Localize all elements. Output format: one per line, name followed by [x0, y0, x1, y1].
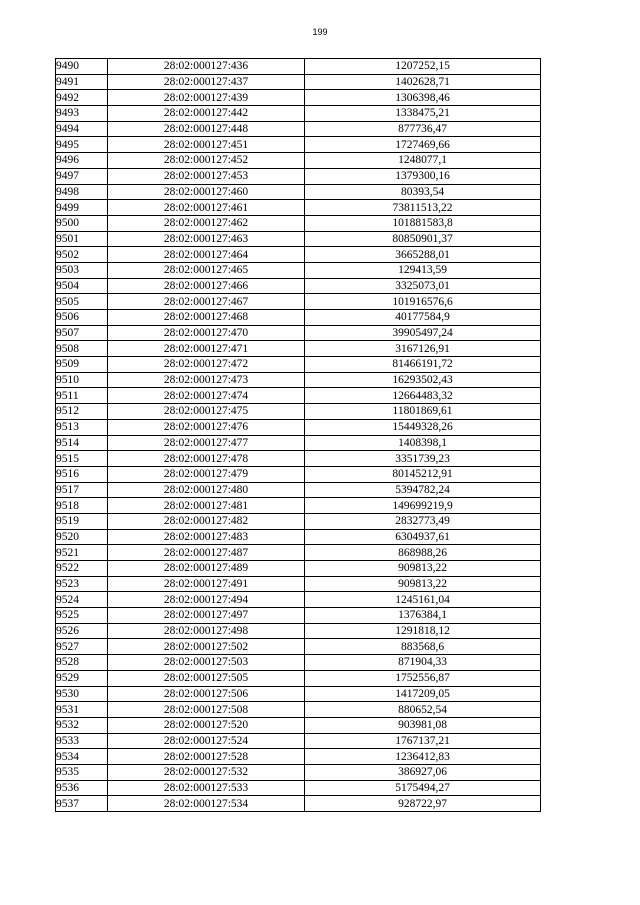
- cadastral-value-cell: 80145212,91: [305, 466, 541, 482]
- cadastral-value-cell: 15449328,26: [305, 419, 541, 435]
- table-row: [56, 749, 541, 765]
- cadastral-number-cell: 28:02:000127:498: [108, 623, 305, 639]
- row-number-cell: 9520: [56, 529, 108, 545]
- cadastral-number-cell: 28:02:000127:466: [108, 278, 305, 294]
- cadastral-value-cell: 909813,22: [305, 576, 541, 592]
- row-number-cell: 9502: [56, 247, 108, 263]
- cadastral-number-cell: 28:02:000127:442: [108, 106, 305, 122]
- cadastral-number-cell: 28:02:000127:477: [108, 435, 305, 451]
- row-number-cell: 9492: [56, 90, 108, 106]
- cadastral-value-table: [55, 58, 541, 812]
- table-row: [56, 733, 541, 749]
- row-number-cell: 9534: [56, 749, 108, 765]
- table-row: [56, 137, 541, 153]
- cadastral-number-cell: 28:02:000127:465: [108, 262, 305, 278]
- cadastral-value-cell: 903981,08: [305, 717, 541, 733]
- cadastral-value-cell: 1752556,87: [305, 670, 541, 686]
- cadastral-number-cell: 28:02:000127:453: [108, 168, 305, 184]
- cadastral-value-cell: 1767137,21: [305, 733, 541, 749]
- table-row: [56, 90, 541, 106]
- row-number-cell: 9533: [56, 733, 108, 749]
- row-number-cell: 9526: [56, 623, 108, 639]
- table-row: [56, 655, 541, 671]
- row-number-cell: 9508: [56, 341, 108, 357]
- row-number-cell: 9527: [56, 639, 108, 655]
- cadastral-number-cell: 28:02:000127:502: [108, 639, 305, 655]
- row-number-cell: 9514: [56, 435, 108, 451]
- cadastral-value-cell: 2832773,49: [305, 513, 541, 529]
- row-number-cell: 9493: [56, 106, 108, 122]
- cadastral-value-cell: 880652,54: [305, 702, 541, 718]
- cadastral-value-cell: 1291818,12: [305, 623, 541, 639]
- table-row: [56, 670, 541, 686]
- cadastral-value-cell: 1408398,1: [305, 435, 541, 451]
- row-number-cell: 9499: [56, 200, 108, 216]
- cadastral-number-cell: 28:02:000127:503: [108, 655, 305, 671]
- row-number-cell: 9497: [56, 168, 108, 184]
- cadastral-number-cell: 28:02:000127:481: [108, 498, 305, 514]
- cadastral-number-cell: 28:02:000127:487: [108, 545, 305, 561]
- cadastral-number-cell: 28:02:000127:451: [108, 137, 305, 153]
- cadastral-value-cell: 101916576,6: [305, 294, 541, 310]
- cadastral-number-cell: 28:02:000127:479: [108, 466, 305, 482]
- cadastral-value-cell: 73811513,22: [305, 200, 541, 216]
- cadastral-number-cell: 28:02:000127:482: [108, 513, 305, 529]
- row-number-cell: 9519: [56, 513, 108, 529]
- row-number-cell: 9510: [56, 372, 108, 388]
- cadastral-value-cell: 3325073,01: [305, 278, 541, 294]
- cadastral-number-cell: 28:02:000127:476: [108, 419, 305, 435]
- table-row: [56, 545, 541, 561]
- cadastral-number-cell: 28:02:000127:472: [108, 357, 305, 373]
- cadastral-value-cell: 1402628,71: [305, 74, 541, 90]
- table-row: [56, 482, 541, 498]
- row-number-cell: 9524: [56, 592, 108, 608]
- row-number-cell: 9494: [56, 121, 108, 137]
- row-number-cell: 9507: [56, 325, 108, 341]
- row-number-cell: 9511: [56, 388, 108, 404]
- cadastral-number-cell: 28:02:000127:462: [108, 215, 305, 231]
- table-row: [56, 404, 541, 420]
- table-row: [56, 576, 541, 592]
- cadastral-number-cell: 28:02:000127:461: [108, 200, 305, 216]
- cadastral-value-cell: 1245161,04: [305, 592, 541, 608]
- table-row: [56, 780, 541, 796]
- table-row: [56, 529, 541, 545]
- row-number-cell: 9498: [56, 184, 108, 200]
- row-number-cell: 9536: [56, 780, 108, 796]
- row-number-cell: 9518: [56, 498, 108, 514]
- table-row: [56, 592, 541, 608]
- cadastral-value-cell: 386927,06: [305, 764, 541, 780]
- row-number-cell: 9501: [56, 231, 108, 247]
- table-row: [56, 200, 541, 216]
- cadastral-value-cell: 16293502,43: [305, 372, 541, 388]
- table-row: [56, 278, 541, 294]
- cadastral-number-cell: 28:02:000127:506: [108, 686, 305, 702]
- table-row: [56, 153, 541, 169]
- cadastral-value-cell: 1338475,21: [305, 106, 541, 122]
- row-number-cell: 9528: [56, 655, 108, 671]
- table-row: [56, 796, 541, 812]
- cadastral-value-cell: 11801869,61: [305, 404, 541, 420]
- cadastral-number-cell: 28:02:000127:436: [108, 59, 305, 75]
- row-number-cell: 9495: [56, 137, 108, 153]
- cadastral-value-cell: 1248077,1: [305, 153, 541, 169]
- table-row: [56, 247, 541, 263]
- cadastral-value-cell: 3665288,01: [305, 247, 541, 263]
- table-row: [56, 513, 541, 529]
- cadastral-value-cell: 80850901,37: [305, 231, 541, 247]
- table-row: [56, 561, 541, 577]
- cadastral-number-cell: 28:02:000127:473: [108, 372, 305, 388]
- cadastral-value-cell: 877736,47: [305, 121, 541, 137]
- cadastral-value-cell: 12664483,32: [305, 388, 541, 404]
- cadastral-number-cell: 28:02:000127:480: [108, 482, 305, 498]
- cadastral-number-cell: 28:02:000127:534: [108, 796, 305, 812]
- row-number-cell: 9496: [56, 153, 108, 169]
- cadastral-value-cell: 909813,22: [305, 561, 541, 577]
- cadastral-value-cell: 1236412,83: [305, 749, 541, 765]
- cadastral-value-cell: 871904,33: [305, 655, 541, 671]
- row-number-cell: 9522: [56, 561, 108, 577]
- row-number-cell: 9506: [56, 310, 108, 326]
- row-number-cell: 9503: [56, 262, 108, 278]
- row-number-cell: 9537: [56, 796, 108, 812]
- cadastral-number-cell: 28:02:000127:437: [108, 74, 305, 90]
- cadastral-value-cell: 1379300,16: [305, 168, 541, 184]
- cadastral-number-cell: 28:02:000127:520: [108, 717, 305, 733]
- table-row: [56, 294, 541, 310]
- row-number-cell: 9500: [56, 215, 108, 231]
- cadastral-value-cell: 928722,97: [305, 796, 541, 812]
- row-number-cell: 9509: [56, 357, 108, 373]
- cadastral-number-cell: 28:02:000127:474: [108, 388, 305, 404]
- table-row: [56, 215, 541, 231]
- row-number-cell: 9505: [56, 294, 108, 310]
- cadastral-number-cell: 28:02:000127:483: [108, 529, 305, 545]
- row-number-cell: 9531: [56, 702, 108, 718]
- row-number-cell: 9530: [56, 686, 108, 702]
- cadastral-value-cell: 39905497,24: [305, 325, 541, 341]
- table-row: [56, 623, 541, 639]
- cadastral-value-cell: 80393,54: [305, 184, 541, 200]
- table-row: [56, 702, 541, 718]
- cadastral-number-cell: 28:02:000127:452: [108, 153, 305, 169]
- table-row: [56, 435, 541, 451]
- row-number-cell: 9515: [56, 451, 108, 467]
- table-row: [56, 608, 541, 624]
- row-number-cell: 9516: [56, 466, 108, 482]
- cadastral-value-cell: 5175494,27: [305, 780, 541, 796]
- table-row: [56, 341, 541, 357]
- row-number-cell: 9529: [56, 670, 108, 686]
- table-row: [56, 372, 541, 388]
- table-body: [56, 59, 541, 812]
- cadastral-number-cell: 28:02:000127:505: [108, 670, 305, 686]
- cadastral-number-cell: 28:02:000127:532: [108, 764, 305, 780]
- table-row: [56, 184, 541, 200]
- row-number-cell: 9513: [56, 419, 108, 435]
- cadastral-value-cell: 101881583,8: [305, 215, 541, 231]
- cadastral-number-cell: 28:02:000127:497: [108, 608, 305, 624]
- cadastral-number-cell: 28:02:000127:460: [108, 184, 305, 200]
- cadastral-value-cell: 868988,26: [305, 545, 541, 561]
- cadastral-number-cell: 28:02:000127:464: [108, 247, 305, 263]
- cadastral-value-cell: 129413,59: [305, 262, 541, 278]
- cadastral-value-cell: 1306398,46: [305, 90, 541, 106]
- page-number: 199: [312, 27, 328, 37]
- cadastral-value-cell: 1207252,15: [305, 59, 541, 75]
- cadastral-number-cell: 28:02:000127:524: [108, 733, 305, 749]
- table-row: [56, 639, 541, 655]
- row-number-cell: 9521: [56, 545, 108, 561]
- cadastral-number-cell: 28:02:000127:494: [108, 592, 305, 608]
- table-row: [56, 59, 541, 75]
- table-row: [56, 451, 541, 467]
- row-number-cell: 9491: [56, 74, 108, 90]
- cadastral-value-cell: 1417209,05: [305, 686, 541, 702]
- cadastral-value-cell: 3351739,23: [305, 451, 541, 467]
- cadastral-value-cell: 1727469,66: [305, 137, 541, 153]
- table-row: [56, 419, 541, 435]
- table-row: [56, 106, 541, 122]
- table-row: [56, 717, 541, 733]
- table-row: [56, 168, 541, 184]
- table-row: [56, 231, 541, 247]
- cadastral-number-cell: 28:02:000127:489: [108, 561, 305, 577]
- cadastral-number-cell: 28:02:000127:463: [108, 231, 305, 247]
- table-row: [56, 325, 541, 341]
- cadastral-number-cell: 28:02:000127:448: [108, 121, 305, 137]
- row-number-cell: 9523: [56, 576, 108, 592]
- table-row: [56, 388, 541, 404]
- cadastral-number-cell: 28:02:000127:470: [108, 325, 305, 341]
- cadastral-number-cell: 28:02:000127:467: [108, 294, 305, 310]
- cadastral-value-cell: 40177584,9: [305, 310, 541, 326]
- cadastral-number-cell: 28:02:000127:468: [108, 310, 305, 326]
- cadastral-number-cell: 28:02:000127:491: [108, 576, 305, 592]
- row-number-cell: 9512: [56, 404, 108, 420]
- table-row: [56, 74, 541, 90]
- cadastral-value-cell: 1376384,1: [305, 608, 541, 624]
- cadastral-value-cell: 5394782,24: [305, 482, 541, 498]
- cadastral-number-cell: 28:02:000127:508: [108, 702, 305, 718]
- table-row: [56, 357, 541, 373]
- row-number-cell: 9504: [56, 278, 108, 294]
- table-row: [56, 764, 541, 780]
- cadastral-value-cell: 81466191,72: [305, 357, 541, 373]
- cadastral-value-cell: 883568,6: [305, 639, 541, 655]
- table-row: [56, 498, 541, 514]
- table-row: [56, 121, 541, 137]
- row-number-cell: 9525: [56, 608, 108, 624]
- table-row: [56, 262, 541, 278]
- row-number-cell: 9490: [56, 59, 108, 75]
- cadastral-value-cell: 6304937,61: [305, 529, 541, 545]
- row-number-cell: 9532: [56, 717, 108, 733]
- cadastral-value-cell: 3167126,91: [305, 341, 541, 357]
- cadastral-number-cell: 28:02:000127:475: [108, 404, 305, 420]
- row-number-cell: 9517: [56, 482, 108, 498]
- table-row: [56, 686, 541, 702]
- cadastral-number-cell: 28:02:000127:439: [108, 90, 305, 106]
- table-row: [56, 310, 541, 326]
- cadastral-value-cell: 149699219,9: [305, 498, 541, 514]
- cadastral-number-cell: 28:02:000127:478: [108, 451, 305, 467]
- cadastral-number-cell: 28:02:000127:528: [108, 749, 305, 765]
- row-number-cell: 9535: [56, 764, 108, 780]
- cadastral-number-cell: 28:02:000127:533: [108, 780, 305, 796]
- table-row: [56, 466, 541, 482]
- cadastral-number-cell: 28:02:000127:471: [108, 341, 305, 357]
